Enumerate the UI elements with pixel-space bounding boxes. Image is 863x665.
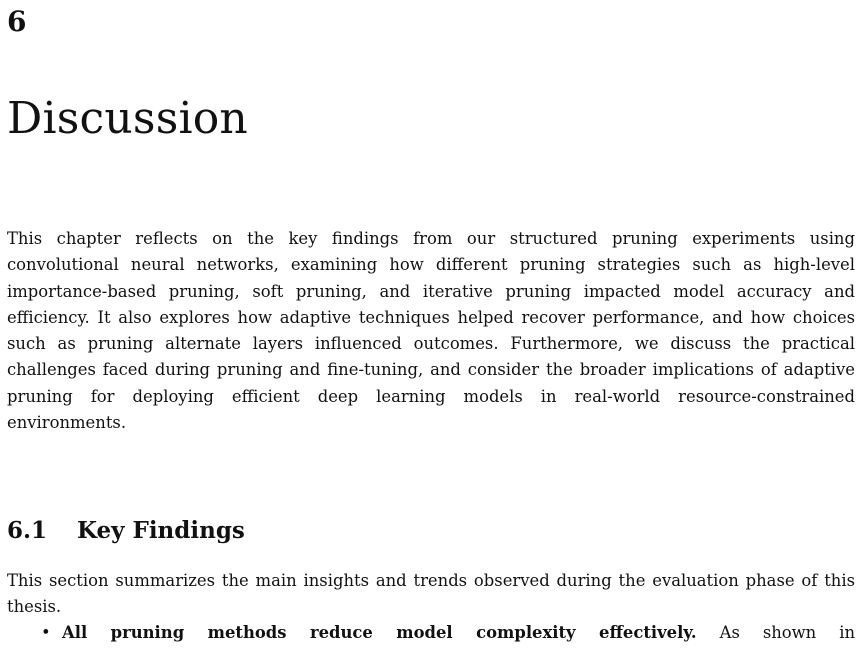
document-page [7,0,855,665]
list-item [7,620,855,646]
intro-paragraph: This chapter reflects on the key findings from our structured pruning experiments using convolutional neural networks, examining how different pruning strategies such as high-level importance-based pruning, soft pruning, and iterative pruning impacted model accuracy and efficiency. It also explores how adaptive techniques helped recover performance, and how choices such as pruning alternate layers influenced outcomes. Furthermore, we discuss the practical challenges faced during pruning and fine-tuning, and consider the broader implications of adaptive pruning for deploying efficient deep learning models in real-world resource-constrained environments. [7,229,855,433]
section-title: Key Findings [77,517,245,544]
bullet-text: As shown in [719,623,855,642]
section-heading [7,516,245,546]
bullet-lead-text: All pruning methods reduce model complexity effectively. [62,623,697,642]
chapter-number: 6 [7,5,27,38]
section-number: 6.1 [7,517,48,544]
chapter-title: Discussion [7,93,248,144]
bullet-icon: • [41,623,51,642]
key-findings-list [7,620,855,646]
section-intro-paragraph: This section summarizes the main insights and trends observed during the evaluation phase of this thesis. [7,571,855,616]
